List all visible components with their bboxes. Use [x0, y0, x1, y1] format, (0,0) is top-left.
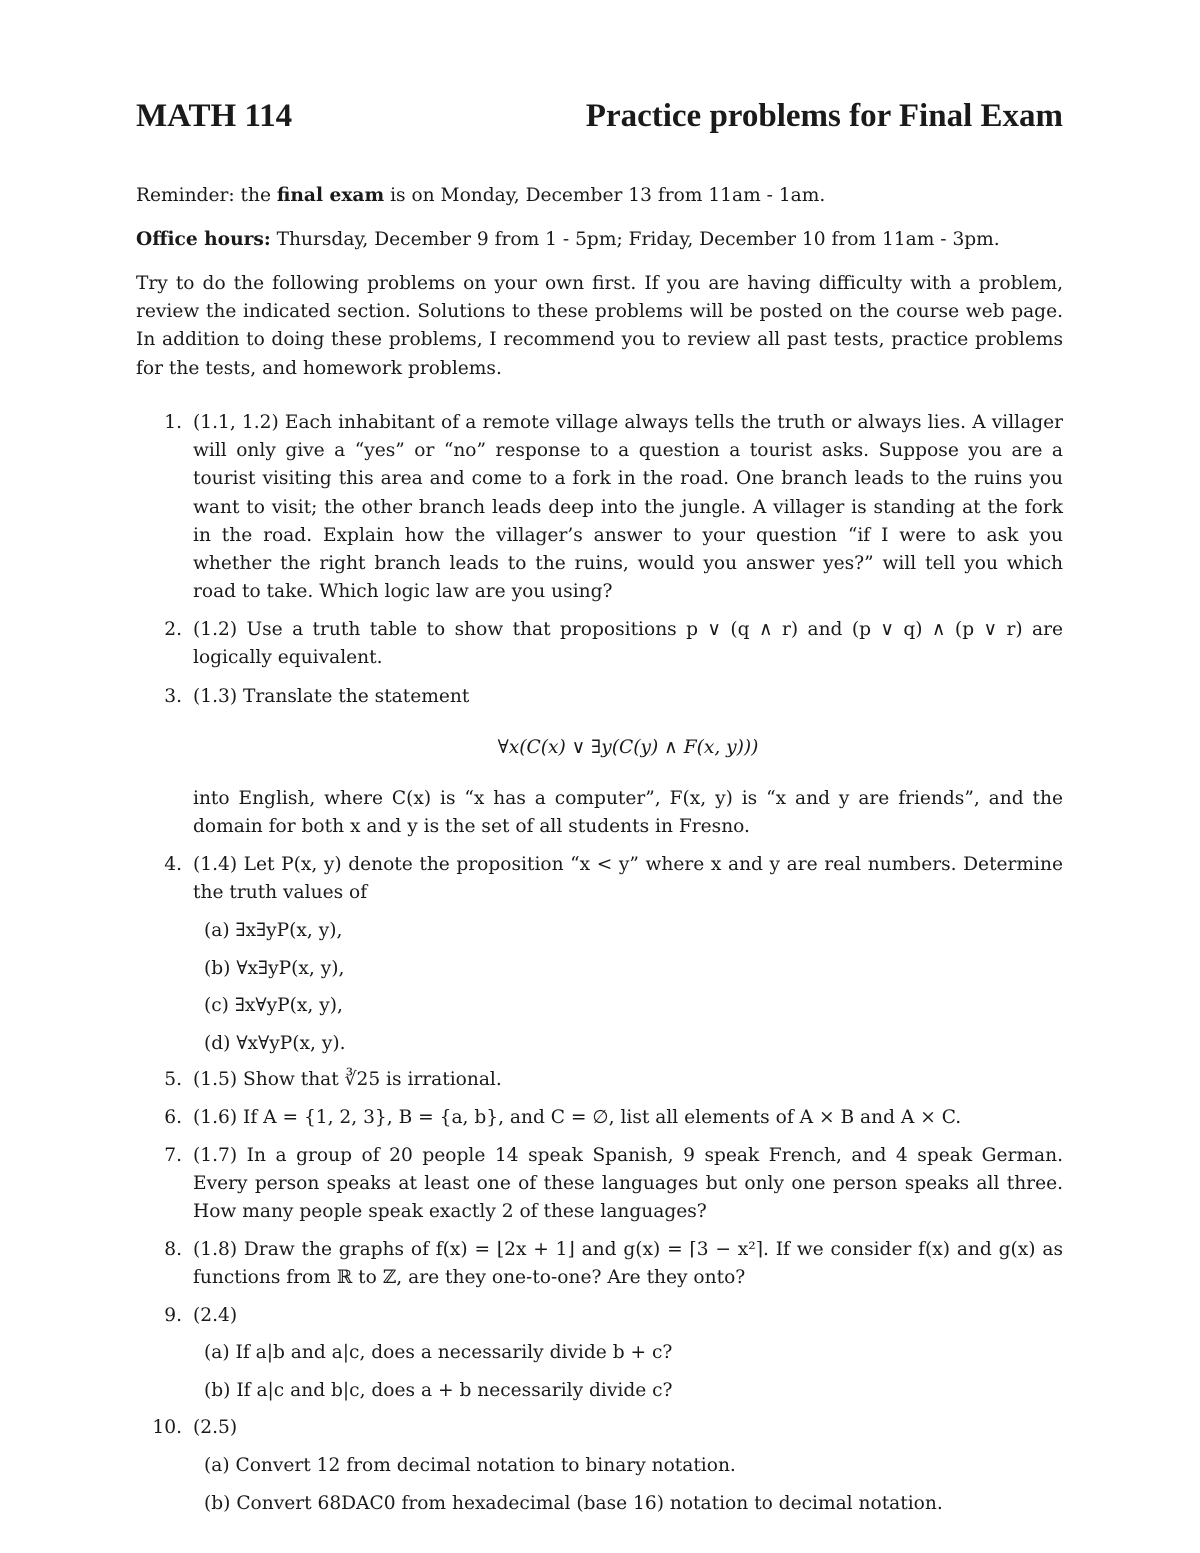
problem-text: (1.1, 1.2) Each inhabitant of a remote village always tells the truth or always lies. A villager will only give a “yes” or “no” response to a question a tourist asks. Suppose you are a tourist visiting this area and come to a fork in the road. One branch leads to the ruins you want to visit; the other branch leads deep into the jungle. A villager is standing at the fork in the road. Explain how the villager’s answer to your question “if I were to ask you whether the right branch leads to the ruins, would you answer yes?” will tell you which road to take. Which logic law are you using? [193, 412, 1063, 603]
problem-number: 3. [164, 686, 182, 707]
problem-number: 8. [164, 1239, 182, 1260]
office-hours-text: Thursday, December 9 from 1 - 5pm; Friday, December 10 from 11am - 3pm. [270, 229, 1000, 250]
problem-4-part-a: (a) ∃x∃yP(x, y), [204, 920, 343, 941]
problem-4-part-b: (b) ∀x∃yP(x, y), [204, 958, 345, 979]
course-code: MATH 114 [136, 98, 293, 134]
problem-3-display [136, 734, 1063, 762]
problem-text: (2.4) [193, 1305, 238, 1326]
problem-number: 7. [164, 1145, 182, 1166]
problem-text: (1.8) Draw the graphs of f(x) = ⌊2x + 1⌋ and g(x) = ⌈3 − x²⌉. If we consider f(x) and g(x) as functions from ℝ to ℤ, are they one-to-one? Are they onto? [193, 1239, 1063, 1289]
problem-number: 4. [164, 854, 182, 875]
problem-9 [136, 1302, 1063, 1330]
problem-4-part-d: (d) ∀x∀yP(x, y). [204, 1033, 346, 1054]
reminder-paragraph [136, 182, 1063, 210]
problem-1 [136, 409, 1063, 606]
problem-9-part-b: (b) If a|c and b|c, does a + b necessarily divide c? [204, 1380, 673, 1401]
problem-3 [136, 683, 1063, 711]
intro-text: Try to do the following problems on your own first. If you are having difficulty with a problem, review the indicated section. Solutions to these problems will be posted on the course web page. In addition to doing these problems, I recommend you to review all past tests, practice problems for the tests, and homework problems. [136, 273, 1063, 379]
problem-text: (1.4) Let P(x, y) denote the proposition “x < y” where x and y are real numbers. Determine the truth values of [193, 854, 1063, 904]
problem-number: 2. [164, 619, 182, 640]
problem-9-part-a: (a) If a|b and a|c, does a necessarily divide b + c? [204, 1342, 673, 1363]
display-formula: ∀x(C(x) ∨ ∃y(C(y) ∧ F(x, y))) [497, 737, 759, 758]
problem-4 [136, 851, 1063, 907]
problem-text: (1.5) Show that ∛25 is irrational. [193, 1069, 502, 1090]
problem-number: 6. [164, 1107, 182, 1128]
document-title: Practice problems for Final Exam [585, 98, 1063, 134]
problem-10-part-a: (a) Convert 12 from decimal notation to binary notation. [204, 1455, 736, 1476]
problem-text: (2.5) [193, 1417, 238, 1438]
problem-6 [136, 1104, 1063, 1132]
problem-10-part-b: (b) Convert 68DAC0 from hexadecimal (base 16) notation to decimal notation. [204, 1493, 943, 1514]
problem-text: (1.6) If A = {1, 2, 3}, B = {a, b}, and C = ∅, list all elements of A × B and A × C. [193, 1107, 962, 1128]
intro-paragraph [136, 270, 1063, 383]
problem-5 [136, 1066, 1063, 1094]
header [136, 98, 1063, 152]
problem-text: (1.7) In a group of 20 people 14 speak Spanish, 9 speak French, and 4 speak German. Every person speaks at least one of these languages but only one person speaks all three. How many people speak exactly 2 of these languages? [193, 1145, 1063, 1223]
problem-4-part-c: (c) ∃x∀yP(x, y), [204, 995, 343, 1016]
problem-2 [136, 616, 1063, 672]
reminder-prefix: Reminder: the [136, 185, 277, 206]
problem-number: 9. [164, 1305, 182, 1326]
problem-text: (1.3) Translate the statement [193, 686, 470, 707]
problem-10 [136, 1414, 1063, 1442]
office-hours-paragraph [136, 226, 1063, 254]
problem-text: (1.2) Use a truth table to show that propositions p ∨ (q ∧ r) and (p ∨ q) ∧ (p ∨ r) are logically equivalent. [193, 619, 1063, 669]
problem-number: 5. [164, 1069, 182, 1090]
reminder-suffix: is on Monday, December 13 from 11am - 1am. [384, 185, 826, 206]
problem-number: 1. [164, 412, 182, 433]
problem-8 [136, 1236, 1063, 1292]
problem-3-continued [136, 785, 1063, 841]
problem-text-continued: into English, where C(x) is “x has a computer”, F(x, y) is “x and y are friends”, and the domain for both x and y is the set of all students in Fresno. [193, 788, 1063, 838]
reminder-bold: final exam [276, 185, 385, 206]
problem-7 [136, 1142, 1063, 1227]
office-hours-label: Office hours: [136, 229, 271, 250]
problem-number: 10. [152, 1417, 182, 1438]
